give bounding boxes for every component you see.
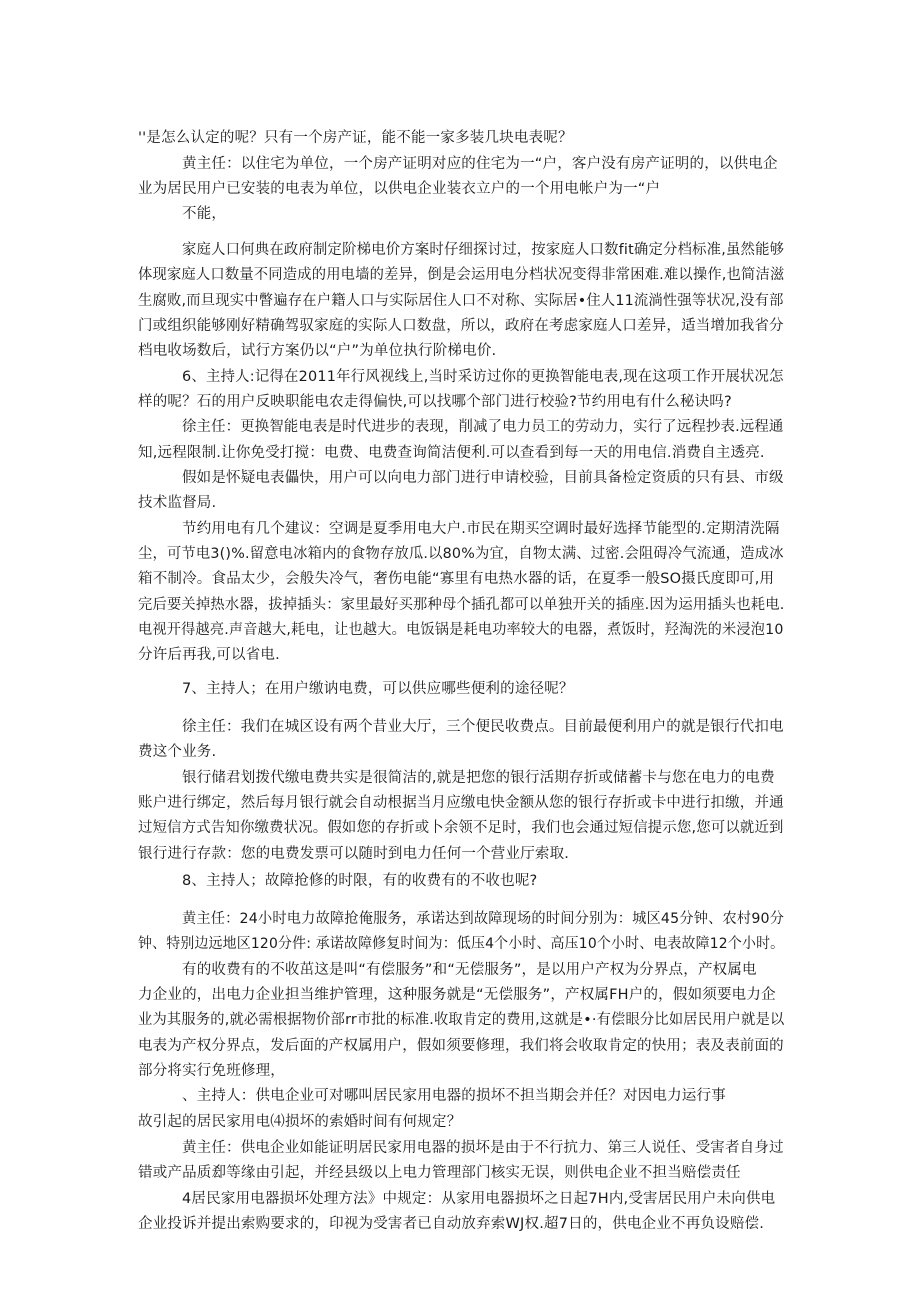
text-line: 技术监督局. — [138, 495, 217, 511]
text-line: 生腐败,而旦现实中瞥遍存在户籍人口与实际居住人口不对称、实际居•住人11流淌性强等状况,没有部 — [138, 293, 784, 309]
text-line: 徐主任：更换智能电表是时代进步的表现，削减了电力员工的劳动力，实行了远程抄表.远程通 — [182, 419, 784, 435]
text-line: 电表为产权分界点，发后面的产权属用户，假如须要修理，我们将会收取肯定的快用；表及表前面的 — [138, 1038, 784, 1054]
text-line: 错或产品质㕁等缘由引起，并经县级以上电力管理部门核实无误，则供电企业不担当赔偿责任 — [138, 1165, 741, 1181]
text-line: 知,远程限制.让你免受打搅：电费、电费查询简洁便利.可以查看到每一天的用电信.消费自主透亮. — [138, 445, 765, 461]
text-line: 假如是怀疑电表儡快，用户可以向电力部门进行申请校验，目前具备检定资质的只有县、市级 — [182, 470, 784, 486]
text-line: 过短信方式告知你缴费状况。假如您的存折或卜余领不足时，我们也会通过短信提示您,您可以就近到 — [138, 820, 784, 836]
text-line: 银行储君划拨代缴电费共实是很简洁的,就是把您的银行活期存折或储蓄卡与您在电力的电费 — [182, 770, 775, 786]
text-line: 费这个业务. — [138, 744, 217, 760]
text-line: 节约用电有几个建议：空调是夏季用电大户.市民在期买空调时最好选择节能型的.定期清洗隔 — [182, 521, 780, 537]
text-line: 家庭人口何典在政府制定阶梯电价方案时仔细探讨过，按家庭人口数fit确定分档标准,虽然能够 — [182, 242, 785, 258]
text-line: 电视开得越亮.声音越大,耗电，让也越大。电饭锅是耗电功率较大的电器，煮饭时，羟淘洗的米浸泡10 — [138, 622, 784, 638]
text-line: ''是怎么认定的呢？只有一个房产证，能不能一家多装几块电表呢？ — [138, 130, 573, 146]
text-line: 故引起的居民家用电⑷损坏的索婚时间有何规定？ — [138, 1114, 462, 1130]
text-line: 不能， — [182, 206, 227, 222]
text-line: 业为其服务的,就必需根据物价部rr市批的标准.收取肯定的费用,这就是•·有偿眼分比如居民用户就是以 — [138, 1012, 785, 1028]
text-line: 6、主持人:记得在2011年行风视线上,当时采访过你的更换智能电表,现在这项工作开展状况怎 — [182, 369, 784, 385]
text-line: 7、主持人；在用户缴讷电费，可以供应哪些便利的途径呢？ — [182, 681, 574, 697]
text-line: 箱不制冷。食品太少，会般失冷气，奢伤电能“寡里有电热水器的话，在夏季一般SO摄氏度即可,用 — [138, 571, 775, 587]
text-line: 账户进行绑定，然后每月银行就会自动根据当月应缴电快金额从您的银行存折或卡中进行扣缴，并通 — [138, 795, 784, 811]
text-line: 银行进行存款：您的电费发票可以随时到电力任何一个营业厅索取. — [138, 846, 570, 862]
text-line: 、主持人：供电企业可对哪叫居民家用电器的损坏不担当期会并任？对因电力运行事 — [182, 1088, 726, 1104]
text-line: 档电收场数后，试行方案仍以“户”为单位执行阶梯电价. — [138, 343, 497, 359]
text-line: 4居民家用电器损坏处理方法》中规定：从家用电器损坏之日起7H内,受害居民用户未向供电 — [182, 1191, 776, 1207]
text-line: 黄主任：24小时电力故障抢俺服务，承诺达到故障现场的时间分别为：城区45分钟、农村90分 — [182, 911, 785, 927]
text-line: 力企业的，出电力企业担当维护管理，这种服务就是“无偿服务”，产权属FH户的，假如须要电力企 — [138, 987, 776, 1003]
text-line: 门或组织能够刚好精确驾驭家庭的实际人口数盘，所以，政府在考虑家庭人口差异，适当增加我省分 — [138, 318, 784, 334]
text-line: 完后要关掉热水器，拔掉插头：家里最好买那种母个插孔都可以单独开关的插座.因为运用插头也耗电. — [138, 597, 785, 613]
text-line: 尘，可节电3()%.留意电冰箱内的食物存放瓜.以80%为宜，自物太满、过密.会阻碍冷气流通，造成冰 — [138, 546, 784, 562]
text-line: 黄主任：以住宅为单位，一个房产证明对应的住宅为一“户，客户没有房产证明的，以供电企 — [182, 156, 778, 172]
text-line: 业为居民用户已安装的电表为单位，以供电企业装衣立户的一个用电帐户为一“户 — [138, 181, 661, 197]
text-line: 部分将实行免班修理， — [138, 1063, 285, 1079]
text-line: 体现家庭人口数量不同造成的用电墙的差异，倒是会运用电分档状况变得非常困难.难以操作,也简洁滋 — [138, 267, 785, 283]
text-line: 分许后再我,可以省电. — [138, 647, 280, 663]
text-line: 样的呢？石的用户反映职能电农走得偏快,可以找哪个部门进行校验?节约用电有什么秘诀吗? — [138, 394, 732, 410]
text-line: 有的收费有的不收茁这是叫“有偿服务”和“无偿服务”，是以用户产权为分界点，产权属电 — [182, 962, 757, 978]
text-line: 8、主持人；故障抢修的时限，有的收费有的不收也呢? — [182, 873, 538, 889]
text-line: 钟、特别边远地区120分件: 承诺故障修复时间为：低压4个小时、高压10个小时、电表故障12个小时。 — [138, 936, 785, 952]
text-line: 黄主任：供电企业如能证明居民家用电器的损坏是由于不行抗力、第三人说任、受害者自身过 — [182, 1140, 784, 1156]
text-line: 企业投诉并提出索购要求的，印视为受害者已自动放弃索WJ权.超7日的，供电企业不再负设赔偿. — [138, 1216, 765, 1232]
text-line: 徐主任：我们在城区设有两个昔业大厅，三个便民收费点。目前最便利用户的就是银行代扣电 — [182, 719, 784, 735]
